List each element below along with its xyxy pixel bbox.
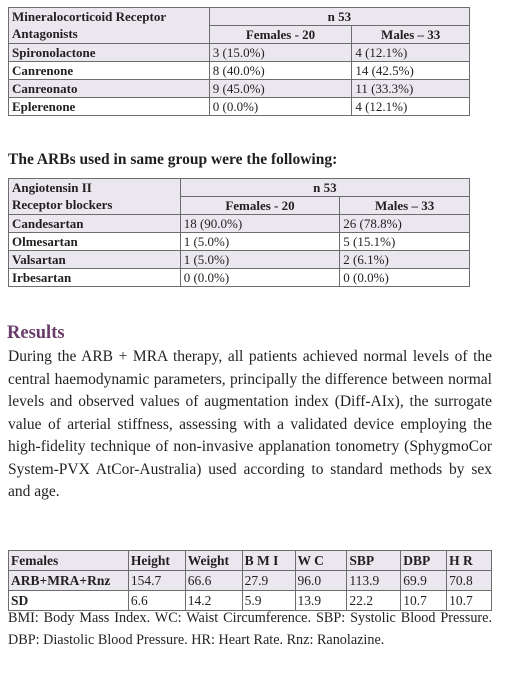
cell: 66.6 [185, 571, 242, 591]
drug-name: Canreonato [9, 80, 210, 98]
drug-name: Valsartan [9, 251, 181, 269]
results-title: Results [7, 323, 65, 343]
females-value: 1 (5.0%) [180, 251, 340, 269]
header-cell: B M I [242, 551, 295, 571]
males-value: 26 (78.8%) [340, 215, 470, 233]
arb-col-females: Females - 20 [180, 197, 340, 215]
table-caption: BMI: Body Mass Index. WC: Waist Circumference. SBP: Systolic Blood Pressure. DBP: Diastolic Blood Pressure. HR: Heart Rate. Rnz: Ranolazine. [8, 610, 492, 648]
measures-table [8, 550, 492, 611]
females-value: 0 (0.0%) [180, 269, 340, 287]
cell: 13.9 [295, 591, 347, 611]
males-value: 11 (33.3%) [352, 80, 470, 98]
cell: 70.8 [447, 571, 492, 591]
table-row [9, 62, 470, 80]
header-cell: DBP [401, 551, 447, 571]
cell: 113.9 [347, 571, 401, 591]
results-paragraph: During the ARB + MRA therapy, all patients achieved normal levels of the central haemodynamic parameters, principally the difference between normal levels and observed values of augmentation index (Diff-AIx), the surrogate value of arterial stiffness, assessing with a validated device employing the high-fidelity technique of non-invasive applanation tonometry (SphygmoCor System-PVX AtCor-Australia) used according to standard methods by sex and age. [8, 348, 492, 500]
cell: 154.7 [128, 571, 185, 591]
males-value: 14 (42.5%) [352, 62, 470, 80]
header-cell: H R [447, 551, 492, 571]
females-value: 18 (90.0%) [180, 215, 340, 233]
males-value: 4 (12.1%) [352, 98, 470, 116]
drug-name: Candesartan [9, 215, 181, 233]
cell: 10.7 [401, 591, 447, 611]
females-value: 9 (45.0%) [209, 80, 352, 98]
mra-group-header-line1: Mineralocorticoid Receptor [12, 9, 167, 24]
drug-name: Irbesartan [9, 269, 181, 287]
table-row [9, 571, 492, 591]
males-value: 4 (12.1%) [352, 44, 470, 62]
mra-n-header: n 53 [209, 8, 469, 26]
drug-name: Olmesartan [9, 233, 181, 251]
cell: 6.6 [128, 591, 185, 611]
table-row [9, 251, 470, 269]
header-cell: Females [9, 551, 129, 571]
arb-heading: The ARBs used in same group were the following: [8, 151, 338, 168]
row-label: SD [9, 591, 129, 611]
females-value: 3 (15.0%) [209, 44, 352, 62]
cell: 69.9 [401, 571, 447, 591]
mra-group-header [9, 8, 210, 44]
females-value: 1 (5.0%) [180, 233, 340, 251]
table-row [9, 98, 470, 116]
table-row [9, 233, 470, 251]
arb-table [8, 178, 470, 287]
males-value: 0 (0.0%) [340, 269, 470, 287]
arb-group-header-line1: Angiotensin II [12, 180, 92, 195]
cell: 96.0 [295, 571, 347, 591]
table-row [9, 269, 470, 287]
table-header-row [9, 551, 492, 571]
header-cell: SBP [347, 551, 401, 571]
arb-group-header [9, 179, 181, 215]
cell: 10.7 [447, 591, 492, 611]
drug-name: Canrenone [9, 62, 210, 80]
cell: 27.9 [242, 571, 295, 591]
table-row [9, 80, 470, 98]
males-value: 5 (15.1%) [340, 233, 470, 251]
header-cell: W C [295, 551, 347, 571]
table-row [9, 215, 470, 233]
males-value: 2 (6.1%) [340, 251, 470, 269]
arb-n-header: n 53 [180, 179, 469, 197]
drug-name: Eplerenone [9, 98, 210, 116]
row-label: ARB+MRA+Rnz [9, 571, 129, 591]
header-cell: Weight [185, 551, 242, 571]
mra-group-header-line2: Antagonists [12, 26, 78, 41]
table-row [9, 44, 470, 62]
mra-col-males: Males – 33 [352, 26, 470, 44]
females-value: 8 (40.0%) [209, 62, 352, 80]
cell: 5.9 [242, 591, 295, 611]
arb-col-males: Males – 33 [340, 197, 470, 215]
cell: 22.2 [347, 591, 401, 611]
mra-col-females: Females - 20 [209, 26, 352, 44]
mra-table [8, 7, 470, 116]
drug-name: Spironolactone [9, 44, 210, 62]
cell: 14.2 [185, 591, 242, 611]
females-value: 0 (0.0%) [209, 98, 352, 116]
header-cell: Height [128, 551, 185, 571]
arb-group-header-line2: Receptor blockers [12, 197, 113, 212]
